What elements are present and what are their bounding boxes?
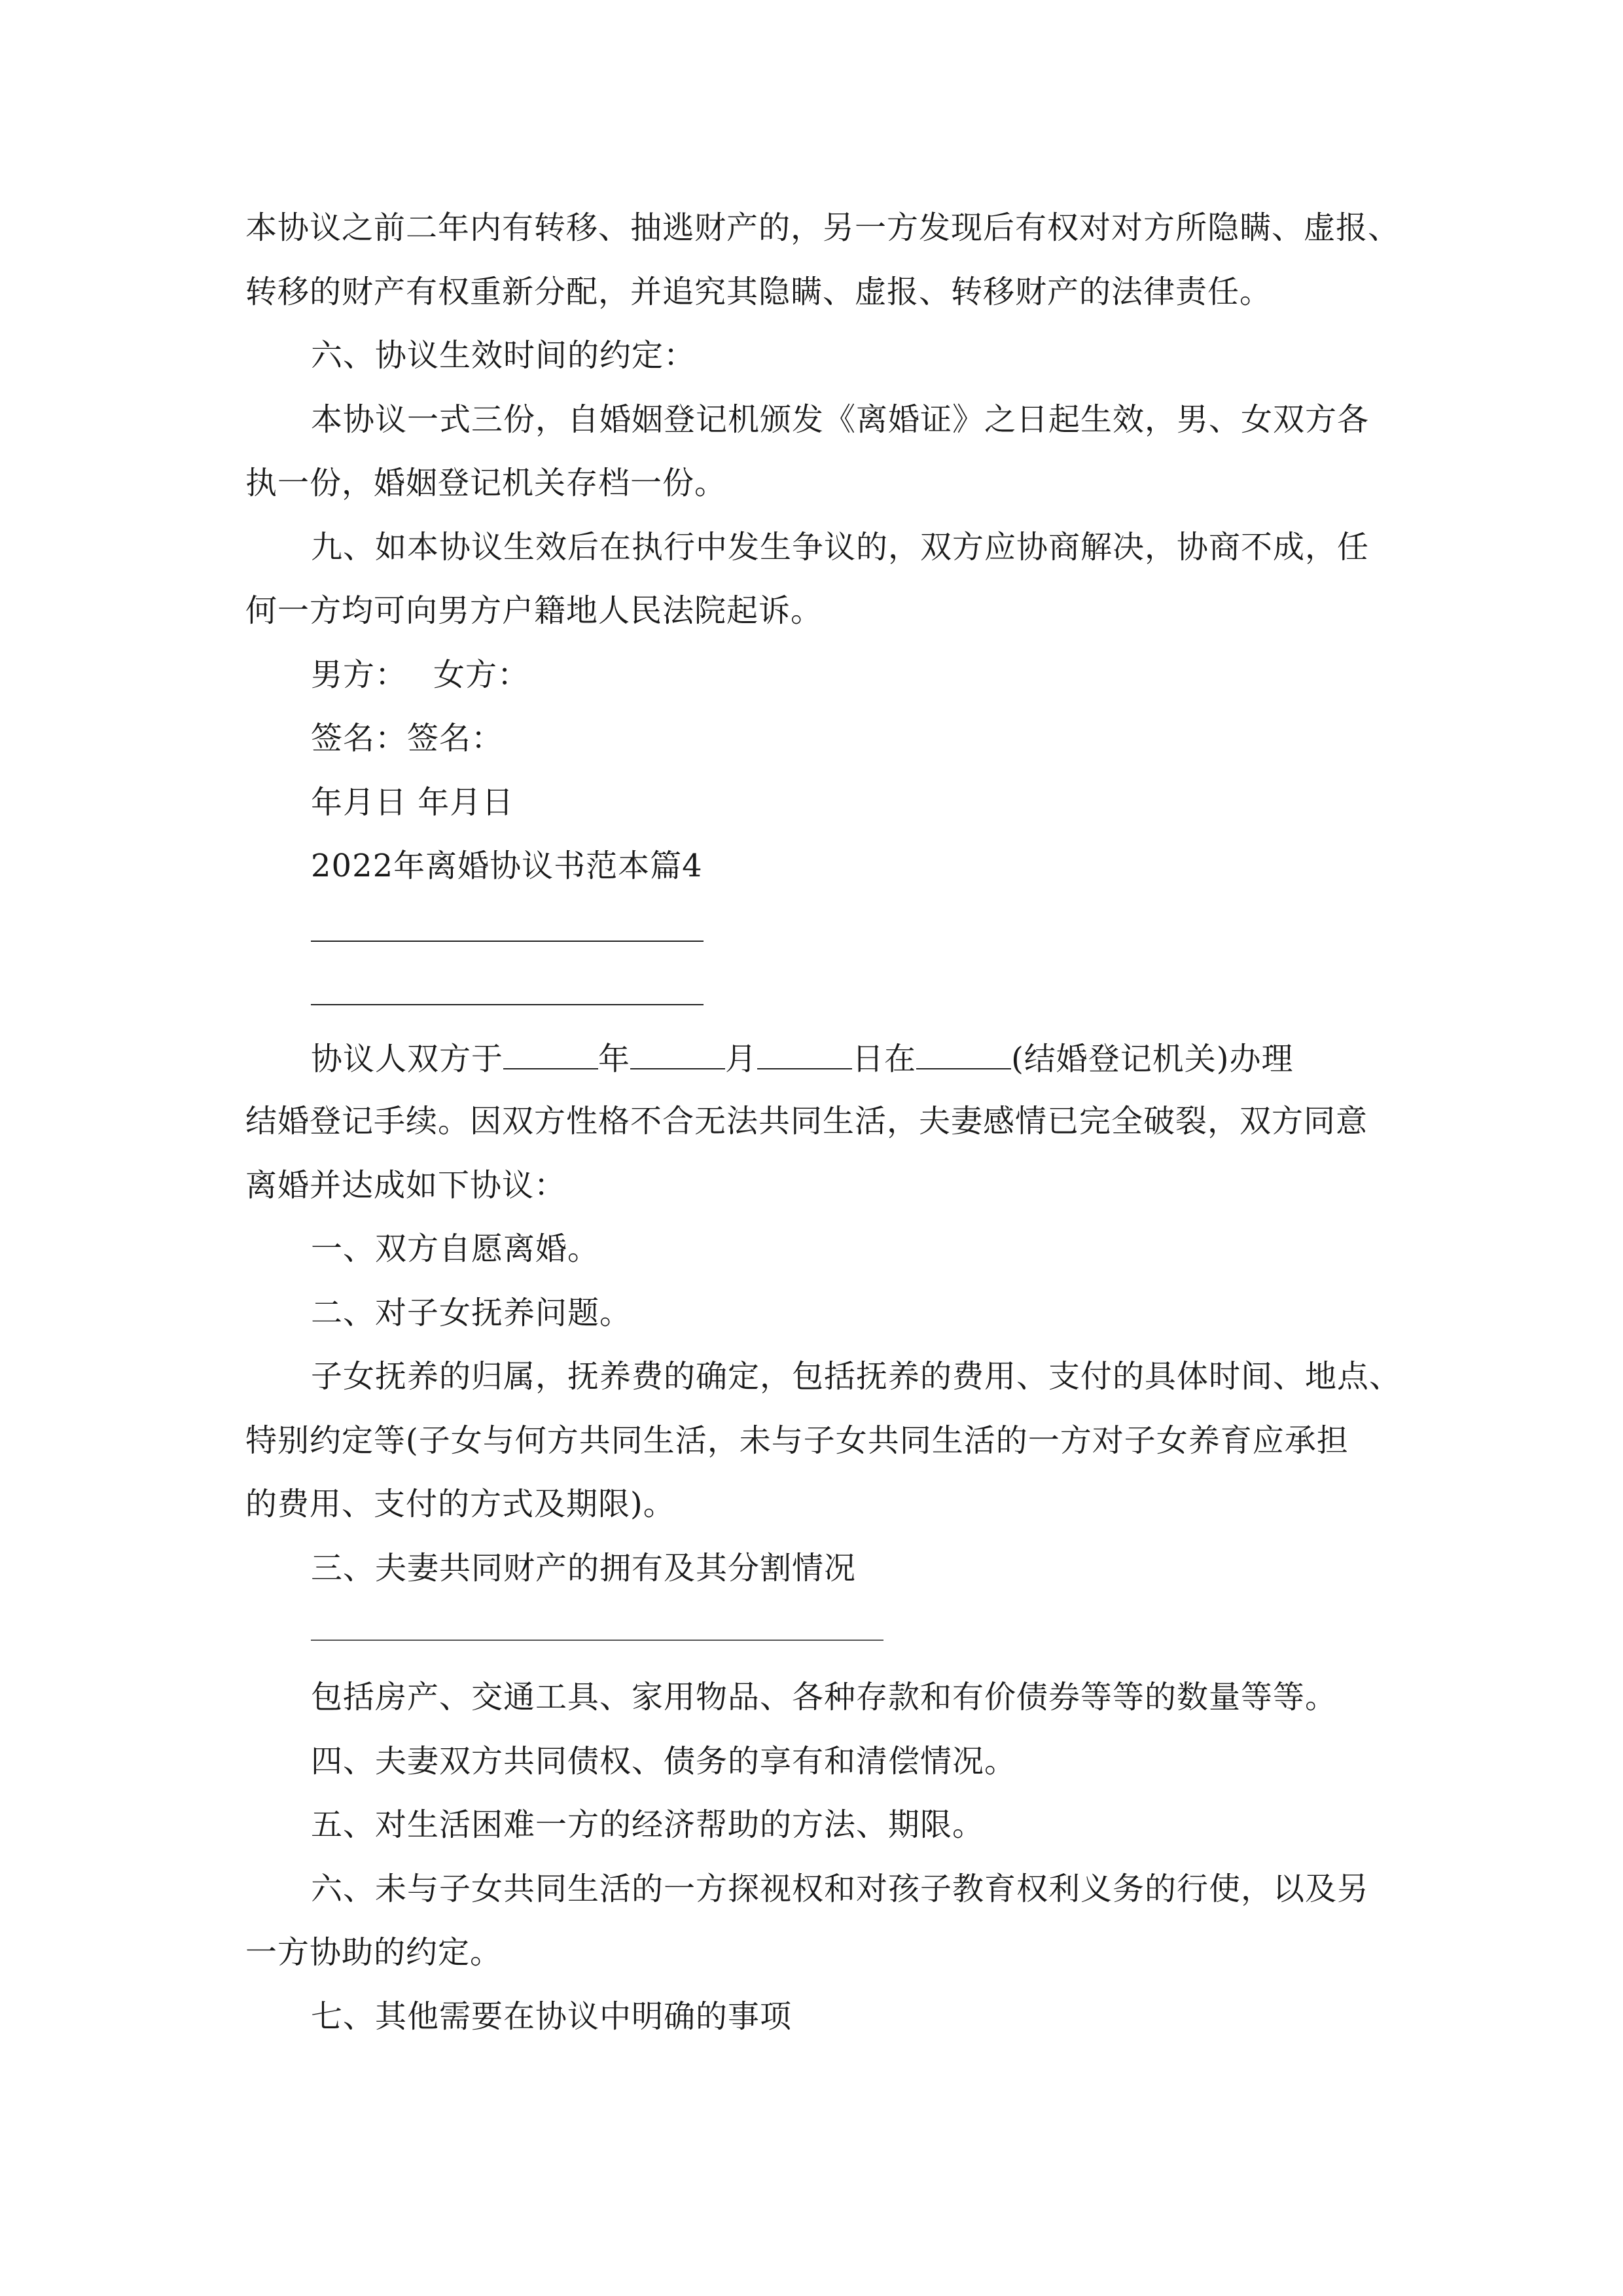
paragraph-line: 子女抚养的归属，抚养费的确定，包括抚养的费用、支付的具体时间、地点、 bbox=[311, 1358, 1402, 1395]
text-segment: 月 bbox=[725, 1040, 758, 1077]
section-heading: 四、夫妻双方共同债权、债务的享有和清偿情况。 bbox=[311, 1742, 1017, 1780]
party-labels bbox=[245, 651, 1423, 715]
day-blank bbox=[757, 1034, 852, 1069]
text-segment: 协议人双方于 bbox=[311, 1040, 504, 1077]
party-name-blank bbox=[311, 970, 442, 1005]
paragraph-line: 结婚登记手续。因双方性格不合无法共同生活，夫妻感情已完全破裂，双方同意 bbox=[245, 1103, 1368, 1139]
article-title: 2022年离婚协议书范本篇4 bbox=[311, 848, 703, 884]
husband-label: 男方： bbox=[311, 656, 408, 693]
paragraph-line: 离婚并达成如下协议： bbox=[245, 1166, 567, 1204]
paragraph-line: 包括房产、交通工具、家用物品、各种存款和有价债券等等的数量等等。 bbox=[311, 1679, 1338, 1715]
wife-label: 女方： bbox=[433, 656, 530, 693]
signature-labels: 签名：签名： bbox=[311, 720, 504, 757]
paragraph-line: 转移的财产有权重新分配，并追究其隐瞒、虚报、转移财产的法律责任。 bbox=[245, 273, 1272, 310]
paragraph-line: 执一份，婚姻登记机关存档一份。 bbox=[245, 465, 727, 501]
registry-blank bbox=[916, 1034, 1011, 1069]
section-heading: 一、双方自愿离婚。 bbox=[311, 1230, 600, 1267]
blank-rule bbox=[311, 1640, 883, 1641]
text-segment: 年 bbox=[598, 1040, 631, 1077]
section-heading: 五、对生活困难一方的经济帮助的方法、期限。 bbox=[311, 1806, 985, 1843]
party-line-1 bbox=[245, 906, 1423, 971]
section-heading: 六、未与子女共同生活的一方探视权和对孩子教育权利义务的行使，以及另 bbox=[311, 1870, 1370, 1907]
document-body bbox=[245, 204, 1423, 2056]
fill-in-line bbox=[245, 1608, 1423, 1674]
paragraph-line: 本协议之前二年内有转移、抽逃财产的，另一方发现后有权对对方所隐瞒、虚报、 bbox=[245, 209, 1400, 246]
text-segment: 日在 bbox=[852, 1040, 917, 1077]
paragraph-line: 的费用、支付的方式及期限)。 bbox=[245, 1486, 675, 1522]
paragraph-line: 特别约定等(子女与何方共同生活，未与子女共同生活的一方对子女养育应承担 bbox=[245, 1422, 1349, 1459]
month-blank bbox=[630, 1034, 725, 1069]
marriage-registration-line bbox=[245, 1034, 1423, 1098]
paragraph-line: 九、如本协议生效后在执行中发生争议的，双方应协商解决，协商不成，任 bbox=[311, 528, 1370, 565]
section-heading: 三、夫妻共同财产的拥有及其分割情况 bbox=[311, 1549, 857, 1587]
address-blank bbox=[442, 906, 704, 942]
paragraph-line: 何一方均可向男方户籍地人民法院起诉。 bbox=[245, 592, 823, 629]
section-heading: 二、对子女抚养问题。 bbox=[311, 1294, 632, 1331]
text-segment: (结婚登记机关)办理 bbox=[1011, 1040, 1294, 1077]
date-labels: 年月日 年月日 bbox=[311, 783, 514, 821]
party-name-blank bbox=[311, 906, 442, 942]
paragraph-line: 一方协助的约定。 bbox=[245, 1934, 503, 1971]
address-blank bbox=[442, 970, 704, 1005]
party-line-2 bbox=[245, 970, 1423, 1034]
year-blank bbox=[503, 1034, 598, 1069]
paragraph-line: 本协议一式三份，自婚姻登记机颁发《离婚证》之日起生效，男、女双方各 bbox=[311, 401, 1370, 438]
section-heading: 六、协议生效时间的约定： bbox=[311, 337, 696, 374]
section-heading: 七、其他需要在协议中明确的事项 bbox=[311, 1998, 793, 2035]
